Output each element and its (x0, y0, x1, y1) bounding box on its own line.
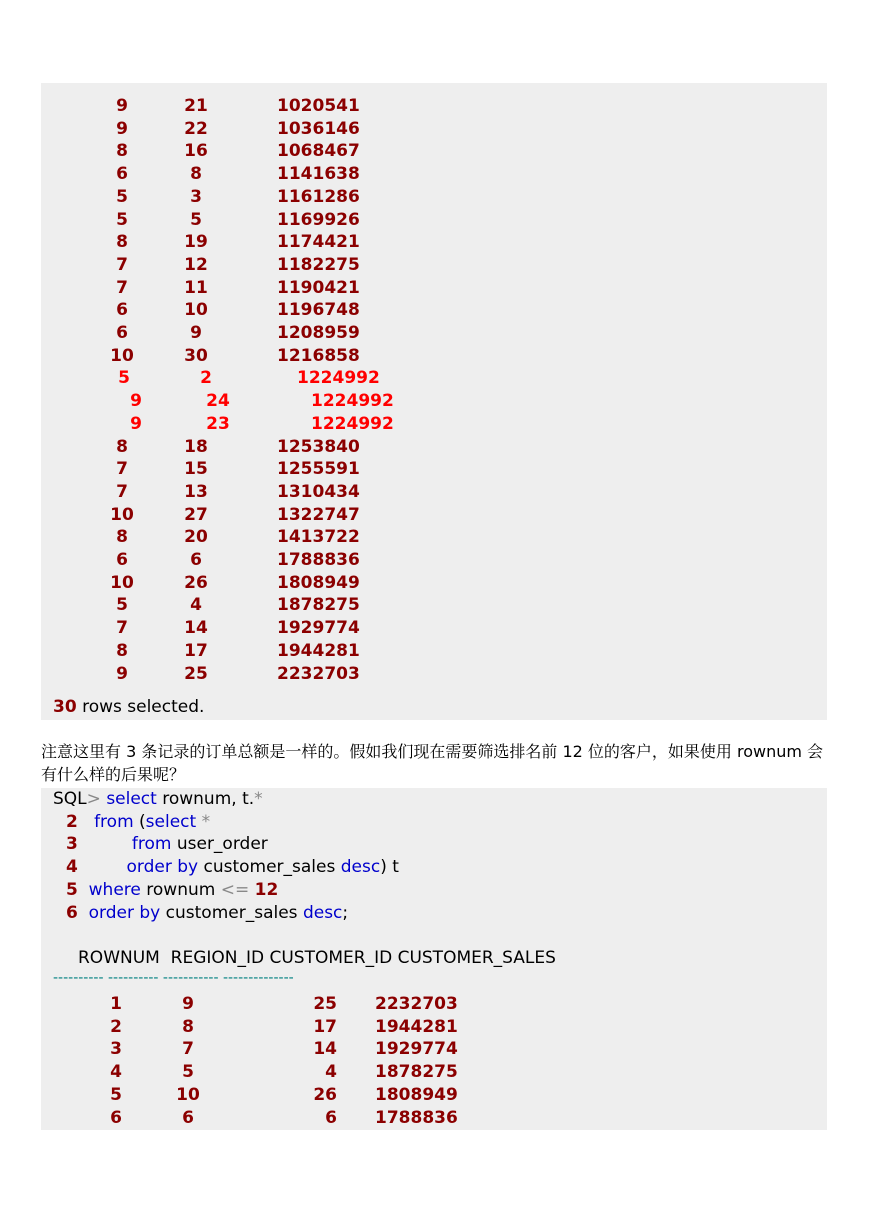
table-row (41, 118, 827, 141)
cell-region: 5 (116, 209, 128, 230)
cell-sales: 1224992 (311, 391, 394, 412)
rows-selected-text (53, 697, 204, 717)
cell-sales: 1068467 (277, 141, 360, 162)
cell-region: 9 (130, 391, 142, 412)
keyword-select: select (106, 789, 157, 809)
cell-customer: 14 (313, 1039, 337, 1060)
cell-sales: 1808949 (375, 1084, 458, 1105)
cell-customer: 13 (184, 481, 208, 502)
cell-sales: 1878275 (277, 595, 360, 616)
sql-line-4 (66, 856, 852, 879)
cell-sales: 2232703 (277, 663, 360, 684)
line-number: 5 (66, 880, 78, 900)
table-row (41, 1038, 827, 1061)
select-columns: rownum, t. (156, 789, 255, 809)
cell-region: 5 (118, 368, 130, 389)
table-row (41, 1084, 827, 1107)
table-row (41, 254, 827, 277)
cell-customer: 15 (184, 459, 208, 480)
sql-line-5 (66, 879, 852, 902)
cell-customer: 4 (325, 1062, 337, 1083)
cell-region: 7 (116, 618, 128, 639)
table-row (41, 345, 827, 368)
header-separator: ---------- ---------- ----------- -------------- (53, 970, 294, 986)
cell-sales: 1788836 (375, 1107, 458, 1128)
table-row (41, 640, 827, 663)
cell-region: 9 (130, 413, 142, 434)
prompt-gt: > (86, 789, 101, 809)
cell-region: 7 (116, 277, 128, 298)
cell-region: 8 (116, 141, 128, 162)
cell-customer: 30 (184, 345, 208, 366)
line-number: 6 (66, 903, 78, 923)
sql-prompt: SQL (53, 789, 87, 809)
cell-sales: 1929774 (277, 618, 360, 639)
operator: <= (220, 880, 250, 900)
table-row (41, 1107, 827, 1130)
cell-customer: 19 (184, 232, 208, 253)
table-row (41, 481, 827, 504)
cell-region: 10 (110, 572, 134, 593)
cell-customer: 24 (206, 391, 230, 412)
table-row (41, 594, 827, 617)
cell-customer: 27 (184, 504, 208, 525)
query-result-block (41, 83, 827, 720)
cell-region: 8 (182, 1016, 194, 1037)
semicolon: ; (342, 903, 349, 923)
explanation-paragraph: 注意这里有 3 条记录的订单总额是一样的。假如我们现在需要筛选排名前 12 位的客户，如果使用 rownum 会有什么样的后果呢？ (41, 742, 824, 784)
cell-rownum: 1 (110, 994, 122, 1014)
table-row (41, 163, 827, 186)
result-header: ROWNUM REGION_ID CUSTOMER_ID CUSTOMER_SALES (78, 948, 556, 968)
cell-region: 10 (176, 1084, 200, 1105)
keyword-from: from (94, 812, 134, 832)
cell-sales: 1878275 (375, 1062, 458, 1083)
sql-line-1 (53, 788, 839, 811)
cell-sales: 1208959 (277, 323, 360, 343)
order-column: customer_sales (198, 857, 341, 877)
table-row (41, 277, 827, 300)
table-row (41, 549, 827, 572)
cell-customer: 10 (184, 300, 208, 321)
cell-sales: 1161286 (277, 186, 360, 207)
cell-sales: 1413722 (277, 527, 360, 548)
cell-region: 7 (116, 481, 128, 502)
cell-customer: 25 (313, 994, 337, 1014)
sql-line-2 (66, 811, 852, 834)
where-column: rownum (140, 880, 221, 900)
table-row (41, 186, 827, 209)
table-row (41, 95, 827, 118)
cell-rownum: 6 (110, 1107, 122, 1128)
cell-sales: 1944281 (277, 640, 360, 661)
cell-sales: 1036146 (277, 118, 360, 139)
cell-customer: 26 (313, 1084, 337, 1105)
cell-sales: 1196748 (277, 300, 360, 321)
cell-customer: 2 (200, 368, 212, 389)
table-row (41, 993, 827, 1016)
keyword-order-by: order by (126, 857, 199, 877)
cell-customer: 18 (184, 436, 208, 457)
row-count: 30 (53, 697, 77, 717)
table-name: user_order (171, 834, 268, 854)
cell-sales: 1020541 (277, 96, 360, 116)
sql-query-block (41, 788, 827, 1130)
cell-customer: 8 (190, 164, 202, 185)
table-row (41, 390, 827, 413)
cell-sales: 1224992 (311, 413, 394, 434)
cell-customer: 23 (206, 413, 230, 434)
table-row (41, 1016, 827, 1039)
cell-customer: 6 (325, 1107, 337, 1128)
table-row (41, 458, 827, 481)
cell-region: 5 (116, 186, 128, 207)
cell-region: 6 (116, 164, 128, 185)
row-count-suffix: rows selected. (76, 697, 205, 717)
star: * (201, 812, 211, 832)
keyword-desc: desc (302, 903, 343, 923)
cell-region: 6 (116, 550, 128, 570)
cell-region: 10 (110, 504, 134, 525)
cell-sales: 1322747 (277, 504, 360, 525)
cell-sales: 1224992 (297, 368, 380, 389)
cell-sales: 1944281 (375, 1016, 458, 1037)
cell-customer: 3 (190, 186, 202, 207)
cell-region: 5 (116, 595, 128, 616)
cell-customer: 17 (184, 640, 208, 661)
cell-customer: 14 (184, 618, 208, 639)
cell-region: 10 (110, 345, 134, 366)
star: * (254, 789, 263, 809)
line-number: 2 (66, 812, 78, 832)
alias: ) t (380, 857, 399, 877)
cell-region: 9 (116, 118, 128, 139)
table-row (41, 504, 827, 527)
cell-customer: 17 (313, 1016, 337, 1037)
table-row (41, 367, 827, 390)
table-row (41, 572, 827, 595)
cell-sales: 1190421 (277, 277, 360, 298)
table-row (41, 617, 827, 640)
line-number: 3 (66, 834, 78, 854)
cell-region: 7 (116, 459, 128, 480)
cell-sales: 1253840 (277, 436, 360, 457)
table-row (41, 140, 827, 163)
table-row (41, 526, 827, 549)
cell-customer: 22 (184, 118, 208, 139)
cell-sales: 1141638 (277, 164, 360, 185)
cell-sales: 1169926 (277, 209, 360, 230)
table-row (41, 436, 827, 459)
cell-sales: 1255591 (277, 459, 360, 480)
table-row (41, 1061, 827, 1084)
table-row (41, 299, 827, 322)
cell-region: 8 (116, 232, 128, 253)
keyword-where: where (88, 880, 141, 900)
sql-line-3 (66, 833, 852, 856)
paren: ( (133, 812, 146, 832)
cell-sales: 2232703 (375, 994, 458, 1014)
sql-line-6 (66, 902, 852, 925)
cell-region: 9 (182, 994, 194, 1014)
cell-region: 6 (116, 300, 128, 321)
cell-customer: 26 (184, 572, 208, 593)
cell-sales: 1182275 (277, 254, 360, 275)
table-row (41, 231, 827, 254)
table-row (41, 663, 827, 686)
cell-sales: 1808949 (277, 572, 360, 593)
limit-number: 12 (254, 880, 279, 900)
cell-region: 8 (116, 527, 128, 548)
cell-region: 6 (182, 1107, 194, 1128)
cell-customer: 6 (190, 550, 202, 570)
cell-sales: 1929774 (375, 1039, 458, 1060)
cell-region: 9 (116, 96, 128, 116)
cell-customer: 16 (184, 141, 208, 162)
cell-customer: 12 (184, 254, 208, 275)
cell-sales: 1174421 (277, 232, 360, 253)
cell-sales: 1310434 (277, 481, 360, 502)
keyword-from: from (131, 834, 172, 854)
cell-region: 5 (182, 1062, 194, 1083)
cell-region: 7 (182, 1039, 194, 1060)
cell-customer: 25 (184, 663, 208, 684)
order-column: customer_sales (160, 903, 303, 923)
cell-customer: 20 (184, 527, 208, 548)
cell-customer: 9 (190, 323, 202, 343)
cell-region: 9 (116, 663, 128, 684)
cell-customer: 4 (190, 595, 202, 616)
cell-region: 7 (116, 254, 128, 275)
cell-rownum: 5 (110, 1084, 122, 1105)
cell-customer: 11 (184, 277, 208, 298)
table-row (41, 209, 827, 232)
keyword-select: select (145, 812, 197, 832)
cell-rownum: 3 (110, 1039, 122, 1060)
cell-customer: 5 (190, 209, 202, 230)
cell-region: 6 (116, 323, 128, 343)
cell-customer: 21 (184, 96, 208, 116)
cell-region: 8 (116, 436, 128, 457)
cell-rownum: 2 (110, 1016, 122, 1037)
line-number: 4 (66, 857, 78, 877)
cell-rownum: 4 (110, 1062, 122, 1083)
table-row (41, 413, 827, 436)
keyword-order-by: order by (88, 903, 161, 923)
cell-region: 8 (116, 640, 128, 661)
keyword-desc: desc (340, 857, 381, 877)
cell-sales: 1788836 (277, 550, 360, 570)
cell-sales: 1216858 (277, 345, 360, 366)
table-row (41, 322, 827, 345)
